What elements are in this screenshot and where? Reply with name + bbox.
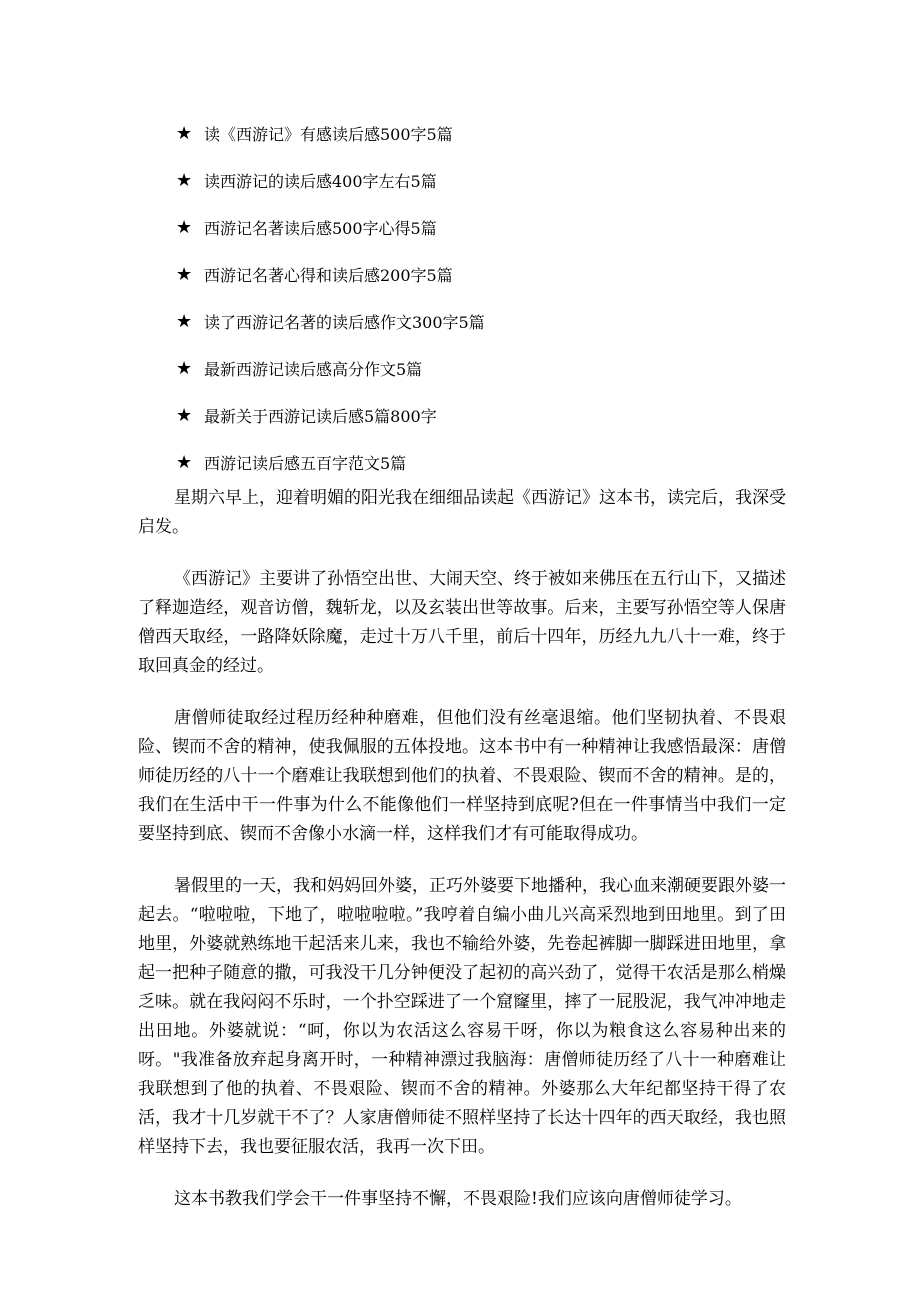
star-icon: ★ [176,217,193,238]
toc-item[interactable] [176,110,816,157]
toc-item-label: 读《西游记》有感读后感500字5篇 [204,125,453,144]
star-icon: ★ [176,264,193,285]
body-paragraph: 星期六早上，迎着明媚的阳光我在细细品读起《西游记》这本书，读完后，我深受启发。 [138,488,786,537]
star-icon: ★ [176,358,193,379]
body-paragraph: 暑假里的一天，我和妈妈回外婆，正巧外婆要下地播种，我心血来潮硬要跟外婆一起去。“啦啦啦，下地了，啦啦啦啦。”我哼着自编小曲儿兴高采烈地到田地里。到了田地里，外婆就熟练地干起活来儿来，我也不输给外婆，先卷起裤脚一脚踩进田地里，拿起一把种子随意的撒，可我没干几分钟便没了起初的高兴劲了，觉得干农活是那么梢燥乏味。就在我闷闷不乐时，一个扑空踩进了一个窟窿里，摔了一屁股泥，我气冲冲地走出田地。外婆就说：“呵，你以为农活这么容易干呀，你以为粮食这么容易种出来的呀。"我准备放弃起身离开时，一种精神漂过我脑海：唐僧师徒历经了八十一种磨难让我联想到了他的执着、不畏艰险、锲而不舍的精神。外婆那么大年纪都坚持干得了农活，我才十几岁就干不了？人家唐僧师徒不照样坚持了长达十四年的西天取经，我也照样坚持下去，我也要征服农活，我再一次下田。 [138,876,786,1157]
toc-item[interactable] [176,439,816,486]
article-body [138,484,786,1237]
toc-item[interactable] [176,157,816,204]
table-of-contents [176,110,816,486]
toc-item[interactable] [176,298,816,345]
toc-item[interactable] [176,345,816,392]
toc-item[interactable] [176,251,816,298]
toc-item-label: 读了西游记名著的读后感作文300字5篇 [204,313,485,332]
toc-item-label: 读西游记的读后感400字左右5篇 [204,172,437,191]
toc-item[interactable] [176,204,816,251]
body-paragraph: 《西游记》主要讲了孙悟空出世、大闹天空、终于被如来佛压在五行山下，又描述了释迦造经，观音访僧，魏斩龙，以及玄装出世等故事。后来，主要写孙悟空等人保唐僧西天取经，一路降妖除魔，走过十万八千里，前后十四年，历经九九八十一难，终于取回真金的经过。 [138,569,786,676]
star-icon: ★ [176,311,193,332]
toc-item-label: 最新关于西游记读后感5篇800字 [204,407,437,426]
toc-item-label: 最新西游记读后感高分作文5篇 [204,360,423,379]
toc-item[interactable] [176,392,816,439]
toc-item-label: 西游记读后感五百字范文5篇 [204,454,407,473]
body-paragraph: 唐僧师徒取经过程历经种种磨难，但他们没有丝毫退缩。他们坚韧执着、不畏艰险、锲而不舍的精神，使我佩服的五体投地。这本书中有一种精神让我感悟最深：唐僧师徒历经的八十一个磨难让我联想到他们的执着、不畏艰险、锲而不舍的精神。是的，我们在生活中干一件事为什么不能像他们一样坚持到底呢?但在一件事情当中我们一定要坚持到底、锲而不舍像小水滴一样，这样我们才有可能取得成功。 [138,708,786,844]
star-icon: ★ [176,405,193,426]
star-icon: ★ [176,452,193,473]
star-icon: ★ [176,123,193,144]
toc-item-label: 西游记名著读后感500字心得5篇 [204,219,437,238]
star-icon: ★ [176,170,193,191]
body-paragraph: 这本书教我们学会干一件事坚持不懈，不畏艰险!我们应该向唐僧师徒学习。 [174,1189,742,1209]
toc-item-label: 西游记名著心得和读后感200字5篇 [204,266,453,285]
